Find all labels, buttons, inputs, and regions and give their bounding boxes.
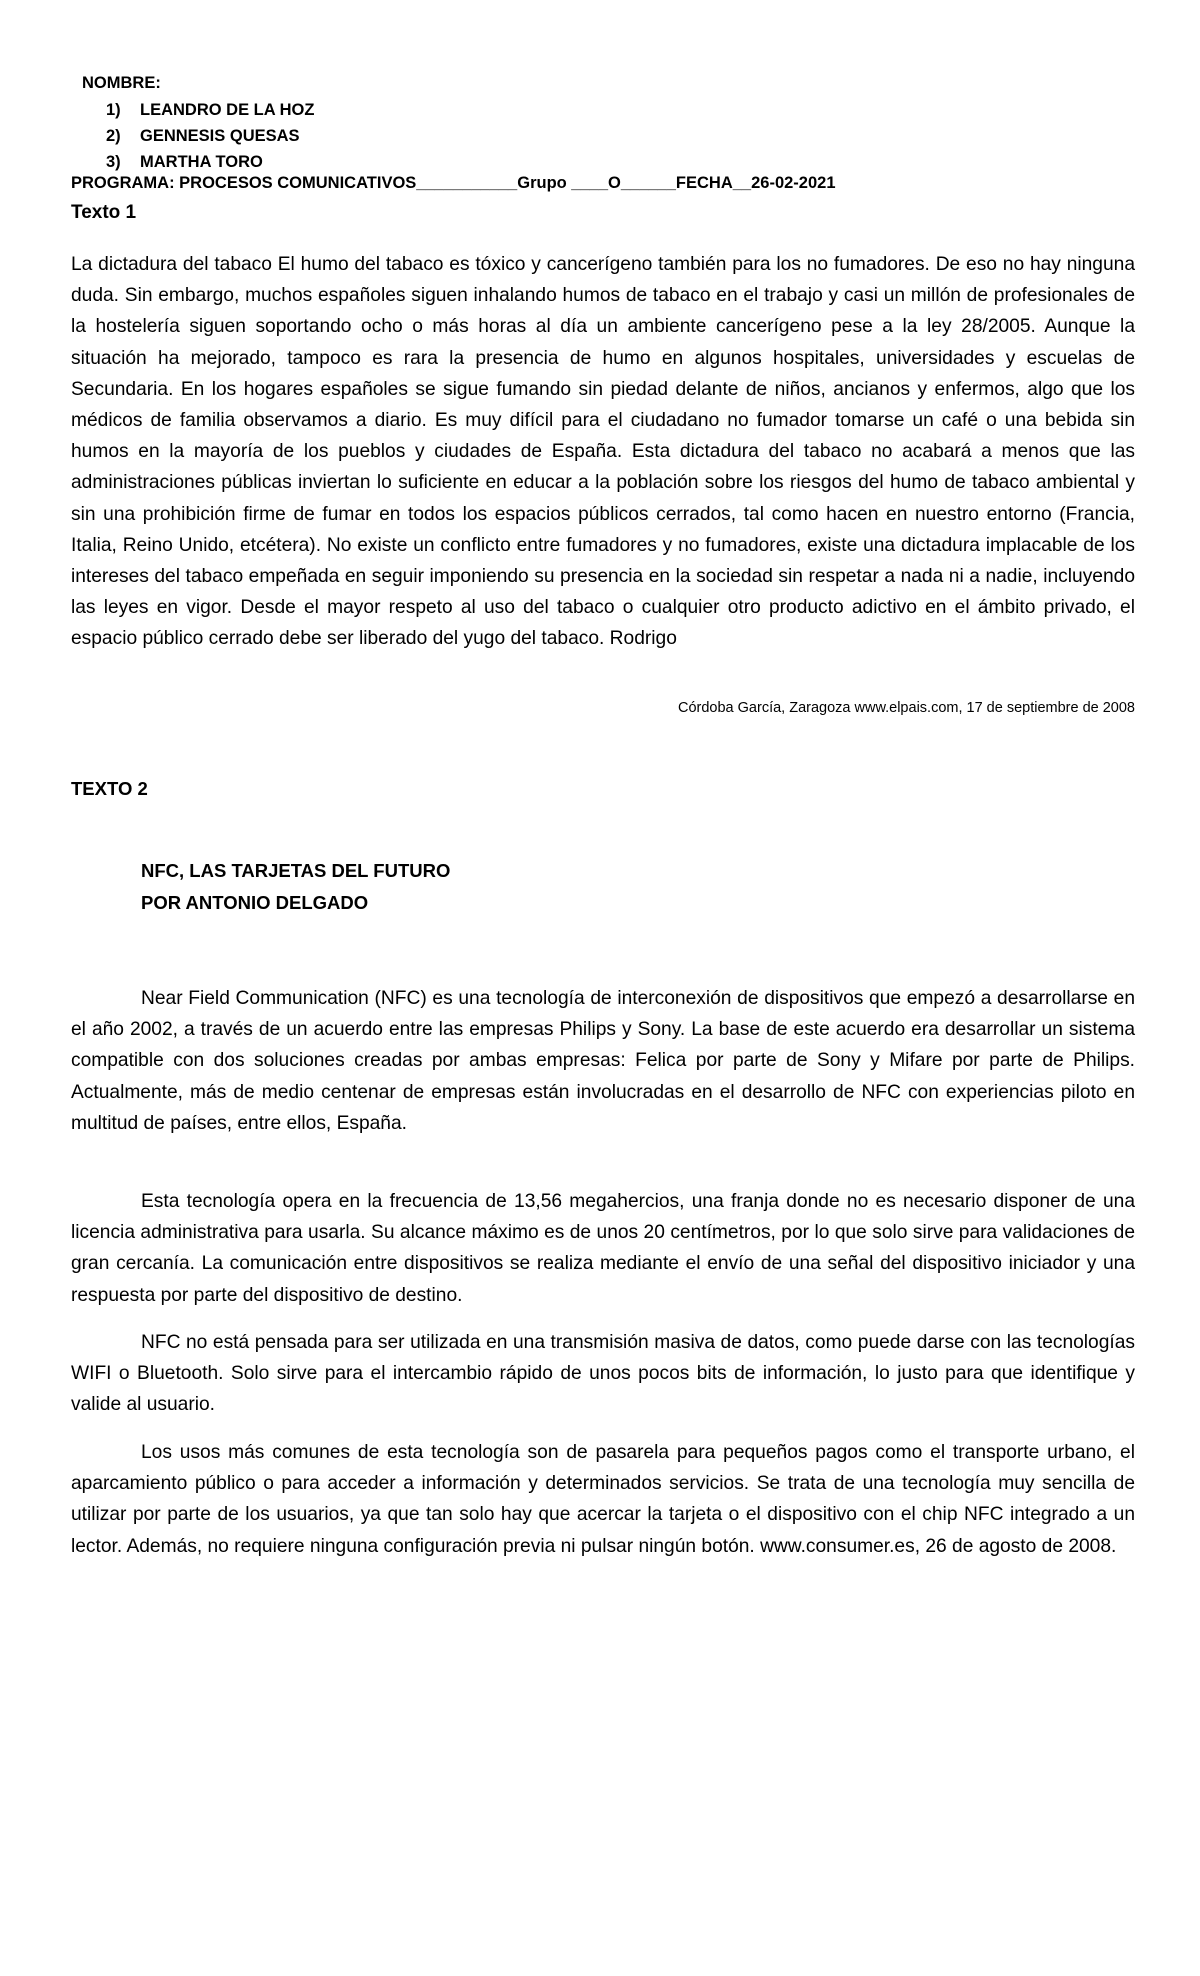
texto2-paragraph-4: Los usos más comunes de esta tecnología son de pasarela para pequeños pagos como el transporte urbano, el aparcamiento público o para acceder a información y determinados servicios. Se trata de una tecnología muy sencilla de utilizar por parte de los usuarios, ya que tan solo hay que acercar la tarjeta o el dispositivo con el chip NFC integrado a un lector. Además, no requiere ninguna configuración previa ni pulsar ningún botón. www.consumer.es, 26 de agosto de 2008. <box>71 1442 1135 1557</box>
article-author: POR ANTONIO DELGADO <box>141 892 369 913</box>
nombre-label: NOMBRE: <box>82 74 161 92</box>
member-item <box>106 123 300 149</box>
texto2-paragraph-3: NFC no está pensada para ser utilizada en una transmisión masiva de datos, como puede darse con las tecnologías WIFI o Bluetooth. Solo sirve para el intercambio rápido de unos pocos bits de información, lo justo para que identifique y valide al usuario. <box>71 1332 1135 1416</box>
member-number: 1) <box>106 101 121 119</box>
member-number: 3) <box>106 153 121 171</box>
member-name: MARTHA TORO <box>140 153 263 171</box>
texto1-title: Texto 1 <box>71 202 137 223</box>
article-heading: NFC, LAS TARJETAS DEL FUTURO <box>141 860 451 881</box>
texto2-paragraph-2: Esta tecnología opera en la frecuencia de 13,56 megahercios, una franja donde no es necesario disponer de una licencia administrativa para usarla. Su alcance máximo es de unos 20 centímetros, por lo que solo sirve para validaciones de gran cercanía. La comunicación entre dispositivos se realiza mediante el envío de una señal del dispositivo iniciador y una respuesta por parte del dispositivo de destino. <box>71 1191 1135 1306</box>
member-item <box>106 97 314 123</box>
program-line: PROGRAMA: PROCESOS COMUNICATIVOS___________Grupo ____O______FECHA__26-02-2021 <box>71 174 836 192</box>
member-name: GENNESIS QUESAS <box>140 127 300 145</box>
member-number: 2) <box>106 127 121 145</box>
member-name: LEANDRO DE LA HOZ <box>140 101 315 119</box>
texto1-body: La dictadura del tabaco El humo del tabaco es tóxico y cancerígeno también para los no fumadores. De eso no hay ninguna duda. Sin embargo, muchos españoles siguen inhalando humos de tabaco en el trabajo y casi un millón de profesionales de la hostelería siguen soportando ocho o más horas al día un ambiente cancerígeno pese a la ley 28/2005. Aunque la situación ha mejorado, tampoco es rara la presencia de humo en algunos hospitales, universidades y escuelas de Secundaria. En los hogares españoles se sigue fumando sin piedad delante de niños, ancianos y enfermos, algo que los médicos de familia observamos a diario. Es muy difícil para el ciudadano no fumador tomarse un café o una bebida sin humos en la mayoría de los pueblos y ciudades de España. Esta dictadura del tabaco no acabará a menos que las administraciones públicas inviertan lo suficiente en educar a la población sobre los riesgos del humo de tabaco ambiental y sin una prohibición firme de fumar en todos los espacios públicos cerrados, tal como hacen en nuestro entorno (Francia, Italia, Reino Unido, etcétera). No existe un conflicto entre fumadores y no fumadores, existe una dictadura implacable de los intereses del tabaco empeñada en seguir imponiendo su presencia en la sociedad sin respetar a nada ni a nadie, incluyendo las leyes en vigor. Desde el mayor respeto al uso del tabaco o cualquier otro producto adictivo en el ámbito privado, el espacio público cerrado debe ser liberado del yugo del tabaco. Rodrigo <box>71 254 1135 650</box>
member-item <box>106 149 263 175</box>
texto2-title: TEXTO 2 <box>71 778 148 799</box>
texto2-paragraph-1: Near Field Communication (NFC) es una tecnología de interconexión de dispositivos que empezó a desarrollarse en el año 2002, a través de un acuerdo entre las empresas Philips y Sony. La base de este acuerdo era desarrollar un sistema compatible con dos soluciones creadas por ambas empresas: Felica por parte de Sony y Mifare por parte de Philips. Actualmente, más de medio centenar de empresas están involucradas en el desarrollo de NFC con experiencias piloto en multitud de países, entre ellos, España. <box>71 988 1135 1134</box>
texto1-source: Córdoba García, Zaragoza www.elpais.com, 17 de septiembre de 2008 <box>678 700 1135 716</box>
